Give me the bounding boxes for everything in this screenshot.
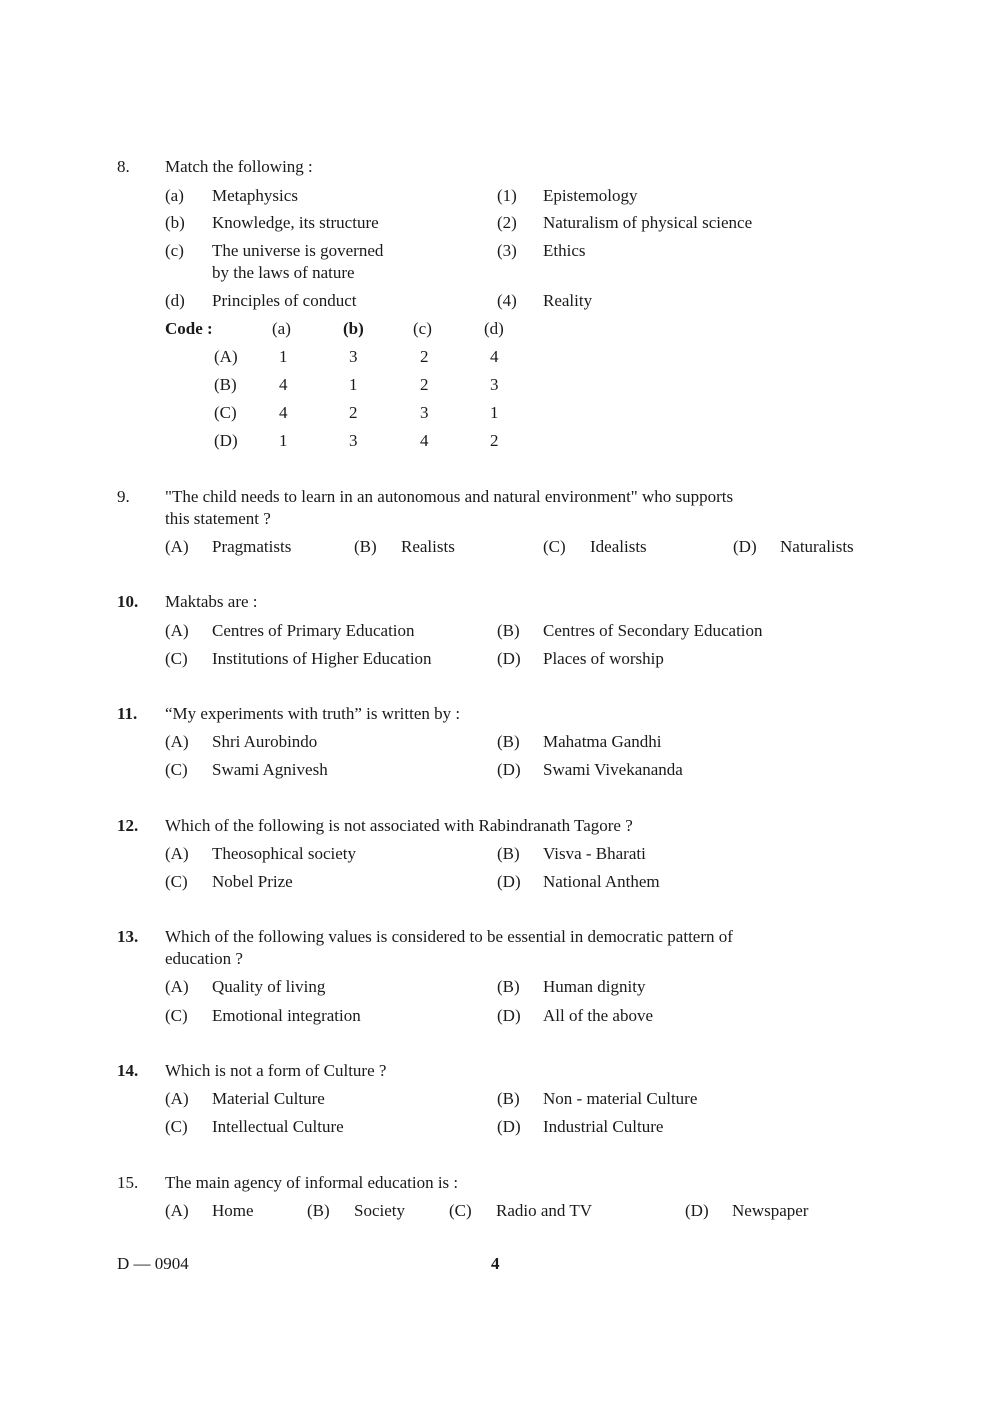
question-text: education ? xyxy=(165,949,243,968)
option-text: Mahatma Gandhi xyxy=(543,732,662,751)
list-label: (a) xyxy=(165,186,184,205)
option-label: (A) xyxy=(165,844,189,863)
list-item: Epistemology xyxy=(543,186,638,205)
option-label: (D) xyxy=(497,1117,521,1136)
code-cell: 2 xyxy=(490,431,499,450)
option-text: National Anthem xyxy=(543,872,660,891)
option-text: Institutions of Higher Education xyxy=(212,649,432,668)
option-label: (B) xyxy=(497,1089,520,1108)
option-text: Material Culture xyxy=(212,1089,325,1108)
question-number: 9. xyxy=(117,487,130,506)
list-label: (b) xyxy=(165,213,185,232)
option-label: (A) xyxy=(165,1201,189,1220)
list-label: (2) xyxy=(497,213,517,232)
option-text: Newspaper xyxy=(732,1201,809,1220)
option-text: Emotional integration xyxy=(212,1006,361,1025)
option-label: (D) xyxy=(497,649,521,668)
code-option: (C) xyxy=(214,403,237,422)
option-text: Centres of Secondary Education xyxy=(543,621,763,640)
list-item: Naturalism of physical science xyxy=(543,213,753,232)
option-text: Quality of living xyxy=(212,977,326,996)
option-text: Swami Agnivesh xyxy=(212,760,328,779)
question-number: 14. xyxy=(117,1061,139,1080)
question-number: 15. xyxy=(117,1173,139,1192)
list-item: Metaphysics xyxy=(212,186,298,205)
question-number: 8. xyxy=(117,157,130,176)
code-cell: 2 xyxy=(420,347,429,366)
question-number: 13. xyxy=(117,927,139,946)
question-text: Which is not a form of Culture ? xyxy=(165,1061,387,1080)
option-label: (A) xyxy=(165,537,189,556)
list-label: (1) xyxy=(497,186,517,205)
option-label: (C) xyxy=(165,1117,188,1136)
question-text: Which of the following values is considered to be essential in democratic pattern of xyxy=(165,927,733,946)
page-number: 4 xyxy=(491,1254,500,1273)
option-text: Places of worship xyxy=(543,649,664,668)
question-number: 12. xyxy=(117,816,139,835)
code-cell: 1 xyxy=(279,347,288,366)
option-text: Shri Aurobindo xyxy=(212,732,318,751)
option-label: (D) xyxy=(497,760,521,779)
option-label: (C) xyxy=(449,1201,472,1220)
option-label: (D) xyxy=(685,1201,709,1220)
list-item: Knowledge, its structure xyxy=(212,213,379,232)
option-text: Realists xyxy=(401,537,455,556)
option-text: Society xyxy=(354,1201,405,1220)
option-text: Industrial Culture xyxy=(543,1117,664,1136)
option-label: (B) xyxy=(497,732,520,751)
option-text: Nobel Prize xyxy=(212,872,293,891)
code-option: (D) xyxy=(214,431,238,450)
list-item: Ethics xyxy=(543,241,586,260)
option-label: (D) xyxy=(497,872,521,891)
code-cell: 1 xyxy=(490,403,499,422)
code-cell: 4 xyxy=(420,431,429,450)
option-text: All of the above xyxy=(543,1006,653,1025)
list-item: Principles of conduct xyxy=(212,291,357,310)
list-label: (3) xyxy=(497,241,517,260)
code-cell: 4 xyxy=(490,347,499,366)
list-item: The universe is governed xyxy=(212,241,384,260)
option-label: (A) xyxy=(165,732,189,751)
option-label: (A) xyxy=(165,621,189,640)
option-label: (B) xyxy=(497,621,520,640)
option-label: (B) xyxy=(497,844,520,863)
option-text: Intellectual Culture xyxy=(212,1117,344,1136)
code-cell: 3 xyxy=(349,347,358,366)
option-text: Visva - Bharati xyxy=(543,844,646,863)
code-cell: 3 xyxy=(490,375,499,394)
option-label: (D) xyxy=(497,1006,521,1025)
code-option: (A) xyxy=(214,347,238,366)
code-header: (b) xyxy=(343,319,364,338)
question-text: “My experiments with truth” is written by : xyxy=(165,704,461,723)
list-label: (c) xyxy=(165,241,184,260)
option-label: (C) xyxy=(165,872,188,891)
option-label: (A) xyxy=(165,1089,189,1108)
option-label: (B) xyxy=(307,1201,330,1220)
question-text: "The child needs to learn in an autonomous and natural environment" who supports xyxy=(165,487,734,506)
list-label: (d) xyxy=(165,291,185,310)
code-header: (c) xyxy=(413,319,432,338)
option-text: Home xyxy=(212,1201,254,1220)
code-option: (B) xyxy=(214,375,237,394)
option-text: Non - material Culture xyxy=(543,1089,698,1108)
code-header: (d) xyxy=(484,319,504,338)
list-label: (4) xyxy=(497,291,517,310)
question-text: Maktabs are : xyxy=(165,592,258,611)
option-label: (C) xyxy=(165,1006,188,1025)
code-cell: 2 xyxy=(420,375,429,394)
question-text: Match the following : xyxy=(165,157,313,176)
code-cell: 3 xyxy=(420,403,429,422)
option-text: Human dignity xyxy=(543,977,646,996)
option-label: (B) xyxy=(497,977,520,996)
option-text: Pragmatists xyxy=(212,537,292,556)
question-text: this statement ? xyxy=(165,509,271,528)
code-cell: 2 xyxy=(349,403,358,422)
option-label: (C) xyxy=(165,760,188,779)
option-label: (C) xyxy=(165,649,188,668)
question-number: 11. xyxy=(117,704,138,723)
option-text: Swami Vivekananda xyxy=(543,760,683,779)
code-cell: 4 xyxy=(279,375,288,394)
question-text: Which of the following is not associated with Rabindranath Tagore ? xyxy=(165,816,633,835)
footer-code: D — 0904 xyxy=(117,1254,189,1273)
option-text: Theosophical society xyxy=(212,844,356,863)
question-number: 10. xyxy=(117,592,139,611)
option-text: Radio and TV xyxy=(496,1201,593,1220)
code-cell: 3 xyxy=(349,431,358,450)
question-text: The main agency of informal education is : xyxy=(165,1173,459,1192)
option-text: Naturalists xyxy=(780,537,854,556)
code-cell: 1 xyxy=(279,431,288,450)
option-text: Centres of Primary Education xyxy=(212,621,415,640)
option-label: (A) xyxy=(165,977,189,996)
list-item: by the laws of nature xyxy=(212,263,355,282)
code-cell: 4 xyxy=(279,403,288,422)
list-item: Reality xyxy=(543,291,593,310)
code-cell: 1 xyxy=(349,375,358,394)
option-label: (C) xyxy=(543,537,566,556)
option-label: (D) xyxy=(733,537,757,556)
option-label: (B) xyxy=(354,537,377,556)
code-label: Code : xyxy=(165,319,213,338)
option-text: Idealists xyxy=(590,537,647,556)
code-header: (a) xyxy=(272,319,291,338)
